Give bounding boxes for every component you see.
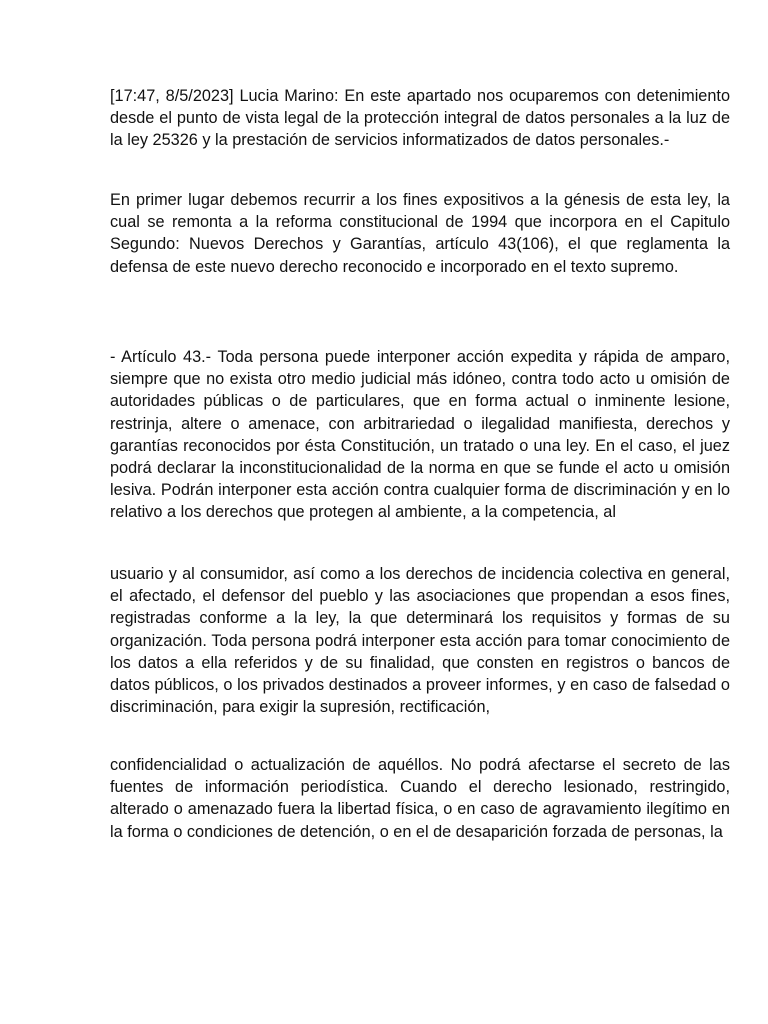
paragraph-article-43-part-2: usuario y al consumidor, así como a los derechos de incidencia colectiva en general, el afectado, el defensor del pueblo y las asociaciones que propendan a esos fines, registradas conforme a la ley, la que determinará los requisitos y formas de su organización. Toda persona podrá interponer esta acción para tomar conocimiento de los datos a ella referidos y de su finalidad, que consten en registros o bancos de datos públicos, o los privados destinados a proveer informes, y en caso de falsedad o discriminación, para exigir la supresión, rectificación, bbox=[110, 565, 730, 717]
paragraph-intro: [17:47, 8/5/2023] Lucia Marino: En este apartado nos ocuparemos con detenimiento desde el punto de vista legal de la protección integral de datos personales a la luz de la ley 25326 y la prestación de servicios informatizados de datos personales.- bbox=[110, 87, 730, 150]
paragraph-article-43-part-3: confidencialidad o actualización de aquéllos. No podrá afectarse el secreto de las fuentes de información periodística. Cuando el derecho lesionado, restringido, alterado o amenazado fuera la libertad física, o en caso de agravamiento ilegítimo en la forma o condiciones de detención, o en el de desaparición forzada de personas, la bbox=[110, 756, 730, 841]
paragraph-genesis: En primer lugar debemos recurrir a los fines expositivos a la génesis de esta ley, la cual se remonta a la reforma constitucional de 1994 que incorpora en el Capitulo Segundo: Nuevos Derechos y Garantías, artículo 43(106), el que reglamenta la defensa de este nuevo derecho reconocido e incorporado en el texto supremo. bbox=[110, 191, 730, 276]
paragraph-article-43-part-1: - Artículo 43.- Toda persona puede interponer acción expedita y rápida de amparo, siempre que no exista otro medio judicial más idóneo, contra todo acto u omisión de autoridades públicas o de particulares, que en forma actual o inminente lesione, restrinja, altere o amenace, con arbitrariedad o ilegalidad manifiesta, derechos y garantías reconocidos por ésta Constitución, un tratado o una ley. En el caso, el juez podrá declarar la inconstitucionalidad de la norma en que se funde el acto u omisión lesiva. Podrán interponer esta acción contra cualquier forma de discriminación y en lo relativo a los derechos que protegen al ambiente, a la competencia, al bbox=[110, 348, 730, 522]
